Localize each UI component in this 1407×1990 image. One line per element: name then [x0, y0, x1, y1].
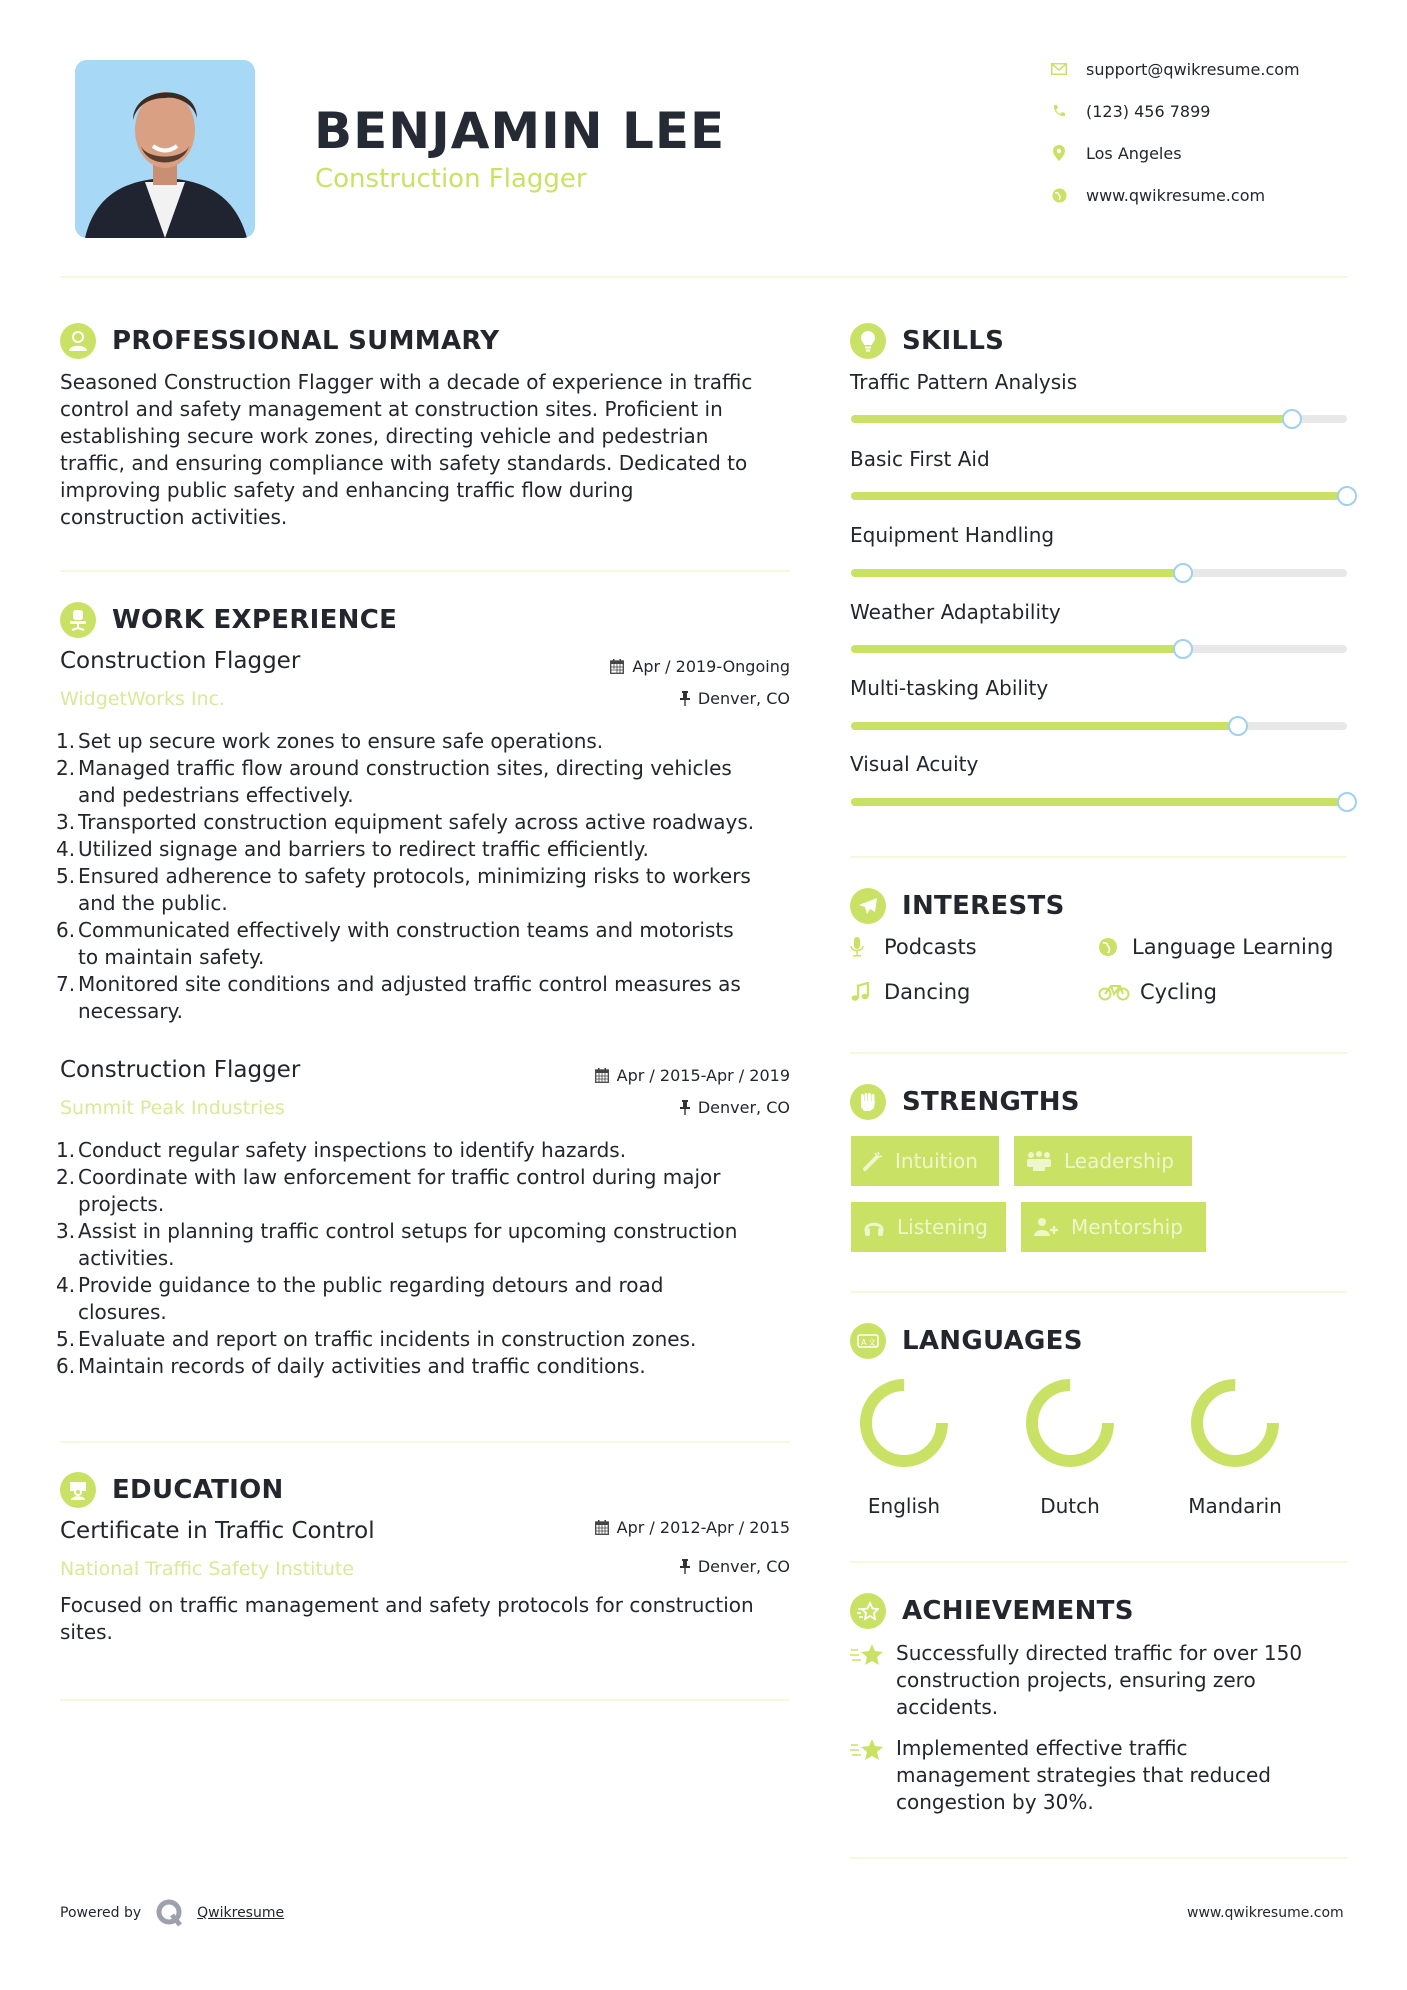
- job2-title: Construction Flagger: [60, 1057, 301, 1083]
- skill-bar-knob: [1173, 563, 1193, 583]
- pushpin-icon: [680, 1559, 690, 1574]
- interest-item: Cycling: [1098, 980, 1217, 1004]
- duty-item: 4. Utilized signage and barriers to redirect traffic efficiently.: [56, 837, 649, 861]
- education-line: sites.: [60, 1620, 113, 1644]
- section-divider: [60, 570, 790, 572]
- interest-item: Language Learning: [1098, 935, 1333, 959]
- skill-name: Basic First Aid: [850, 447, 990, 471]
- raised-fist-icon: [850, 1084, 886, 1120]
- duty-item: 5. Evaluate and report on traffic incidents in construction zones.: [56, 1327, 697, 1351]
- contact-website: [1048, 183, 1265, 207]
- duty-item: 2. Coordinate with law enforcement for traffic control during major projects.: [56, 1165, 721, 1216]
- pushpin-icon: [680, 691, 690, 706]
- job1-title: Construction Flagger: [60, 648, 301, 674]
- experience-heading: WORK EXPERIENCE: [60, 602, 397, 638]
- job1-company: WidgetWorks Inc.: [60, 688, 226, 710]
- headphones-icon: [863, 1217, 885, 1237]
- location-text: Los Angeles: [1086, 143, 1182, 163]
- skill-bar-knob: [1337, 792, 1357, 812]
- language-name: English: [867, 1494, 941, 1518]
- contact-phone: [1048, 99, 1210, 123]
- skill-bar-fill: [851, 722, 1238, 730]
- achievements-heading: ACHIEVEMENTS: [850, 1593, 1134, 1629]
- pushpin-icon: [680, 1100, 690, 1115]
- group-icon: [1026, 1151, 1052, 1171]
- location-text: Denver, CO: [697, 1098, 790, 1117]
- svg-text:文: 文: [868, 1338, 876, 1347]
- duty-item: 3. Transported construction equipment safely across active roadways.: [56, 810, 755, 834]
- job2-company: Summit Peak Industries: [60, 1097, 285, 1119]
- summary-text: [60, 369, 800, 531]
- footer-branding: [60, 1898, 284, 1928]
- duty-item: 4. Provide guidance to the public regarding detours and road closures.: [56, 1273, 664, 1324]
- strength-chip: Leadership: [1014, 1136, 1192, 1186]
- section-divider: [850, 1052, 1347, 1054]
- magic-wand-icon: [863, 1151, 883, 1171]
- job2-dates: [595, 1066, 790, 1085]
- education-heading: EDUCATION: [60, 1472, 284, 1508]
- skill-name: Weather Adaptability: [850, 600, 1061, 624]
- section-divider: [850, 856, 1347, 858]
- location-text: Denver, CO: [697, 689, 790, 708]
- contact-email: [1048, 57, 1300, 81]
- duty-item: 7. Monitored site conditions and adjusted traffic control measures as necessary.: [56, 972, 741, 1023]
- duty-item: 5. Ensured adherence to safety protocols, minimizing risks to workers and the public.: [56, 864, 751, 915]
- lightbulb-icon: [850, 323, 886, 359]
- summary-line: improving public safety and enhancing traffic flow during: [60, 478, 634, 502]
- translate-icon: [850, 1323, 886, 1359]
- skill-name: Multi-tasking Ability: [850, 676, 1049, 700]
- job2-duties: [56, 1137, 800, 1380]
- skill-bar: [851, 569, 1347, 577]
- profile-photo: [75, 60, 255, 238]
- map-pin-icon: [1048, 144, 1070, 162]
- job-title: Construction Flagger: [315, 164, 587, 194]
- skill-bar: [851, 798, 1347, 806]
- envelope-icon: [1048, 60, 1070, 78]
- job1-location: [680, 689, 790, 708]
- calendar-icon: [595, 1520, 609, 1535]
- education-location: [680, 1557, 790, 1576]
- office-chair-icon: [60, 602, 96, 638]
- shooting-star-icon: [850, 1640, 896, 1721]
- strength-chip: Mentorship: [1021, 1202, 1206, 1252]
- achievement-text: Successfully directed traffic for over 150 construction projects, ensuring zero accidents.: [896, 1641, 1303, 1719]
- skill-name: Traffic Pattern Analysis: [850, 370, 1078, 394]
- language-progress-ring: [1025, 1378, 1115, 1468]
- qwikresume-link[interactable]: Qwikresume: [197, 1905, 285, 1921]
- shooting-star-icon: [850, 1735, 896, 1816]
- summary-heading: PROFESSIONAL SUMMARY: [60, 323, 499, 359]
- contact-location: [1048, 141, 1182, 165]
- phone-text: (123) 456 7899: [1086, 101, 1211, 121]
- achievement-item: [850, 1735, 1347, 1816]
- date-text: Apr / 2015-Apr / 2019: [616, 1066, 790, 1085]
- education-school: National Traffic Safety Institute: [60, 1558, 355, 1580]
- summary-line: control and safety management at construction sites. Proficient in: [60, 397, 723, 421]
- interest-item: Dancing: [850, 980, 970, 1004]
- skill-bar-fill: [851, 645, 1183, 653]
- paper-plane-icon: [850, 888, 886, 924]
- education-dates: [595, 1518, 790, 1537]
- shooting-star-icon: [850, 1593, 886, 1629]
- section-divider: [850, 1561, 1347, 1563]
- language-name: Mandarin: [1188, 1494, 1282, 1518]
- music-note-icon: [850, 982, 878, 1002]
- website-link[interactable]: www.qwikresume.com: [1086, 185, 1266, 205]
- duty-item: 6. Communicated effectively with construction teams and motorists to maintain safety.: [56, 918, 734, 969]
- email-text[interactable]: support@qwikresume.com: [1086, 59, 1300, 79]
- skills-heading: SKILLS: [850, 323, 1004, 359]
- achievement-item: [850, 1640, 1347, 1721]
- job1-duties: [56, 728, 800, 1025]
- date-text: Apr / 2012-Apr / 2015: [616, 1518, 790, 1537]
- summary-line: Seasoned Construction Flagger with a decade of experience in traffic: [60, 370, 753, 394]
- languages-heading: A 文 LANGUAGES: [850, 1323, 1083, 1359]
- duty-item: 1. Set up secure work zones to ensure safe operations.: [56, 729, 604, 753]
- language-item: [1165, 1378, 1305, 1518]
- calendar-icon: [610, 659, 624, 674]
- interests-heading: INTERESTS: [850, 888, 1065, 924]
- strength-chip: Listening: [851, 1202, 1006, 1252]
- language-progress-ring: [1190, 1378, 1280, 1468]
- achievement-text: Implemented effective traffic management strategies that reduced congestion by 30%.: [896, 1736, 1271, 1814]
- language-progress-ring: [859, 1378, 949, 1468]
- svg-text:A: A: [861, 1338, 867, 1347]
- skill-bar-knob: [1282, 409, 1302, 429]
- job2-location: [680, 1098, 790, 1117]
- calendar-icon: [595, 1068, 609, 1083]
- skill-bar: [851, 492, 1347, 500]
- duty-item: 3. Assist in planning traffic control setups for upcoming construction activities.: [56, 1219, 738, 1270]
- skill-bar: [851, 722, 1347, 730]
- section-divider: [60, 1441, 790, 1443]
- powered-by-label: Powered by: [60, 1905, 142, 1921]
- skill-name: Equipment Handling: [850, 523, 1055, 547]
- skill-name: Visual Acuity: [850, 752, 979, 776]
- strength-chip: Intuition: [851, 1136, 999, 1186]
- skill-bar-fill: [851, 569, 1183, 577]
- interest-item: Podcasts: [850, 935, 977, 959]
- duty-item: 6. Maintain records of daily activities and traffic conditions.: [56, 1354, 646, 1378]
- education-line: Focused on traffic management and safety protocols for construction: [60, 1593, 754, 1617]
- candidate-name: BENJAMIN LEE: [314, 102, 726, 160]
- skill-bar-knob: [1173, 639, 1193, 659]
- microphone-icon: [850, 937, 878, 957]
- language-name: Dutch: [1040, 1494, 1100, 1518]
- skill-bar: [851, 645, 1347, 653]
- skill-bar-knob: [1228, 716, 1248, 736]
- graduate-icon: [60, 1472, 96, 1508]
- duty-item: 2. Managed traffic flow around construction sites, directing vehicles and pedestrians effectively.: [56, 756, 732, 807]
- footer-website-link[interactable]: www.qwikresume.com: [1187, 1905, 1344, 1921]
- user-plus-icon: [1033, 1217, 1059, 1237]
- summary-line: establishing secure work zones, directing vehicle and pedestrian: [60, 424, 709, 448]
- location-text: Denver, CO: [697, 1557, 790, 1576]
- section-divider: [850, 1291, 1347, 1293]
- skill-bar-fill: [851, 492, 1347, 500]
- job1-dates: [610, 657, 790, 676]
- summary-line: traffic, and ensuring compliance with safety standards. Dedicated to: [60, 451, 748, 475]
- globe-icon: [1098, 937, 1126, 957]
- header-divider: [60, 276, 1347, 278]
- phone-icon: [1048, 102, 1070, 120]
- language-item: [834, 1378, 974, 1518]
- section-divider: [60, 1699, 790, 1701]
- date-text: Apr / 2019-Ongoing: [632, 657, 790, 676]
- skill-bar-fill: [851, 415, 1292, 423]
- section-divider: [850, 1857, 1347, 1859]
- summary-line: construction activities.: [60, 505, 288, 529]
- skill-bar-fill: [851, 798, 1347, 806]
- education-degree: Certificate in Traffic Control: [60, 1518, 375, 1544]
- qwikresume-logo-icon: [155, 1898, 185, 1928]
- skill-bar: [851, 415, 1347, 423]
- person-photo-icon: [75, 60, 255, 238]
- user-icon: [60, 323, 96, 359]
- education-description: [60, 1592, 800, 1646]
- language-item: [1000, 1378, 1140, 1518]
- strengths-heading: STRENGTHS: [850, 1084, 1080, 1120]
- skill-bar-knob: [1337, 486, 1357, 506]
- bicycle-icon: [1098, 983, 1134, 1001]
- globe-icon: [1048, 186, 1070, 204]
- duty-item: 1. Conduct regular safety inspections to identify hazards.: [56, 1138, 627, 1162]
